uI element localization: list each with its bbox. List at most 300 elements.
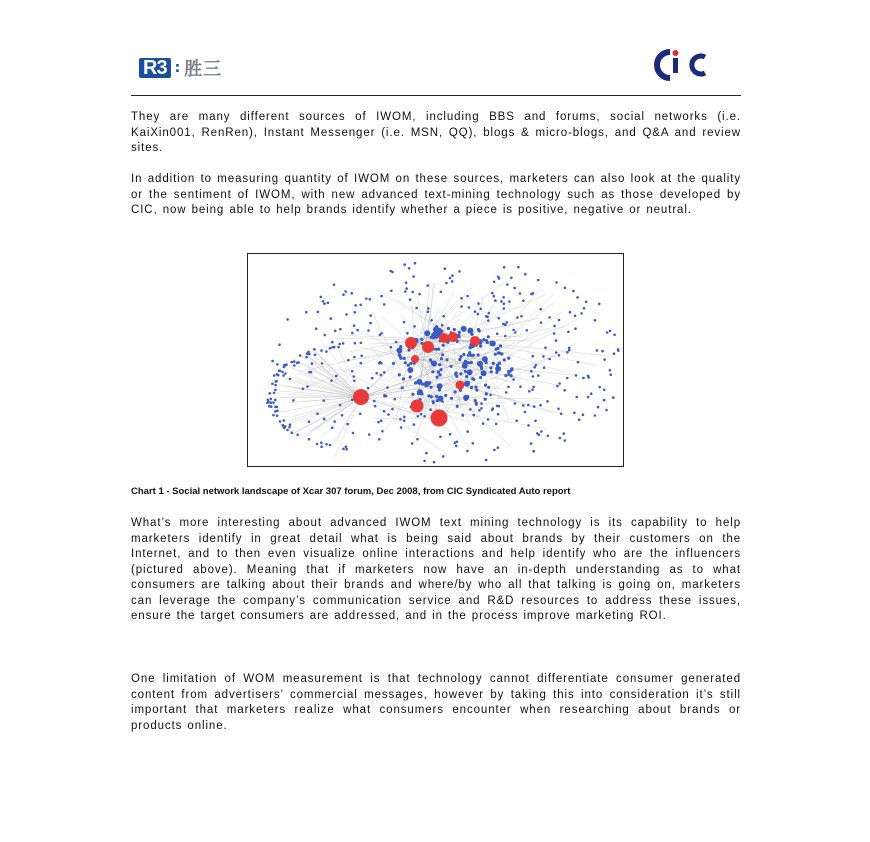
- network-node: [429, 408, 432, 411]
- network-node: [290, 361, 293, 364]
- network-node: [409, 375, 412, 378]
- network-node: [299, 354, 302, 357]
- network-node: [439, 436, 442, 439]
- network-node: [403, 416, 406, 419]
- network-node: [455, 445, 458, 448]
- network-node: [321, 362, 324, 365]
- network-node: [454, 442, 457, 445]
- network-node: [353, 375, 356, 378]
- network-node: [572, 290, 575, 293]
- network-node: [369, 322, 372, 325]
- network-node: [339, 404, 342, 407]
- network-node: [461, 414, 464, 417]
- network-node: [282, 425, 285, 428]
- network-node: [467, 328, 473, 334]
- network-node: [532, 450, 535, 453]
- network-node: [477, 353, 480, 356]
- network-node: [503, 303, 506, 306]
- network-node: [484, 384, 487, 387]
- network-node: [461, 326, 467, 332]
- network-node: [320, 296, 323, 299]
- network-node: [510, 277, 513, 280]
- network-node: [368, 433, 371, 436]
- network-node: [289, 423, 292, 426]
- network-node: [267, 399, 270, 402]
- network-node: [323, 399, 326, 402]
- network-node: [497, 351, 500, 354]
- network-node: [270, 405, 273, 408]
- network-node: [603, 399, 606, 402]
- network-node: [502, 296, 505, 299]
- network-node: [532, 292, 535, 295]
- network-node: [459, 372, 462, 375]
- network-node: [409, 362, 412, 365]
- network-node: [468, 371, 471, 374]
- network-node: [538, 434, 541, 437]
- network-node: [507, 386, 510, 389]
- network-edge: [475, 299, 496, 341]
- network-node: [380, 332, 383, 335]
- network-node: [480, 367, 483, 370]
- network-node: [342, 293, 345, 296]
- network-node: [292, 399, 295, 402]
- network-node: [564, 439, 567, 442]
- network-node: [535, 364, 538, 367]
- network-node: [274, 389, 277, 392]
- network-node: [555, 351, 558, 354]
- network-node: [504, 374, 507, 377]
- network-node: [484, 398, 487, 401]
- network-node: [472, 414, 475, 417]
- network-node: [500, 300, 503, 303]
- network-node: [335, 375, 338, 378]
- network-node: [297, 361, 300, 364]
- network-node: [480, 407, 483, 410]
- network-node: [437, 371, 440, 374]
- network-node: [466, 295, 469, 298]
- network-node: [402, 377, 405, 380]
- network-node: [546, 400, 549, 403]
- network-node: [345, 448, 348, 451]
- cic-logo: [653, 48, 711, 82]
- network-node: [458, 270, 461, 273]
- network-node: [278, 343, 281, 346]
- network-node: [435, 348, 438, 351]
- network-node: [286, 318, 289, 321]
- influencer-node: [353, 389, 369, 405]
- network-node: [331, 341, 334, 344]
- network-node: [436, 399, 439, 402]
- network-node: [306, 385, 309, 388]
- network-node: [526, 329, 529, 332]
- influencer-node: [411, 355, 419, 363]
- network-node: [437, 383, 443, 389]
- network-node: [284, 372, 287, 375]
- network-node: [468, 306, 471, 309]
- network-node: [316, 412, 319, 415]
- network-node: [383, 410, 386, 413]
- network-node: [416, 438, 419, 441]
- network-node: [342, 342, 345, 345]
- network-node: [504, 335, 507, 338]
- network-node: [606, 331, 609, 334]
- network-node: [331, 427, 334, 430]
- network-node: [305, 311, 308, 314]
- network-node: [432, 402, 435, 405]
- network-figure: [247, 253, 624, 467]
- network-node: [470, 386, 473, 389]
- network-node: [472, 354, 475, 357]
- network-node: [286, 429, 289, 432]
- network-node: [423, 415, 426, 418]
- network-node: [487, 335, 490, 338]
- network-node: [351, 398, 354, 401]
- network-node: [594, 319, 597, 322]
- network-node: [342, 448, 345, 451]
- network-node: [411, 393, 414, 396]
- network-node: [334, 330, 337, 333]
- network-node: [575, 396, 578, 399]
- network-node: [308, 438, 311, 441]
- network-node: [272, 401, 275, 404]
- network-node: [276, 363, 279, 366]
- network-node: [268, 392, 271, 395]
- network-node: [322, 300, 325, 303]
- network-node: [320, 349, 323, 352]
- network-node: [390, 346, 393, 349]
- network-node: [477, 328, 480, 331]
- network-node: [417, 392, 420, 395]
- network-node: [354, 311, 357, 314]
- network-node: [373, 400, 376, 403]
- network-node: [390, 290, 393, 293]
- influencer-node: [411, 400, 424, 413]
- network-node: [469, 408, 472, 411]
- network-node: [458, 331, 461, 334]
- network-node: [540, 430, 543, 433]
- network-node: [403, 357, 406, 360]
- network-node: [409, 298, 412, 301]
- network-node: [596, 349, 599, 352]
- network-node: [465, 375, 468, 378]
- network-node: [462, 353, 465, 356]
- network-node: [594, 414, 597, 417]
- network-node: [454, 390, 457, 393]
- network-node: [512, 378, 515, 381]
- network-node: [485, 392, 488, 395]
- network-node: [547, 435, 550, 438]
- network-node: [398, 373, 401, 376]
- paragraph-text-mining: What’s more interesting about advanced IWOM text mining technology is its capability to help marketers identify in great detail what is being said about brands by their customers on the Internet, and to then even visualize online interactions and help identify who are the influencers (pictured above). Meaning that if marketers now have an in-depth understanding as to what consumers are talking about their brands and where/by who all that talking is going on, marketers can leverage the company’s communication service and R&D resources to address these issues, ensure the target consumers are addressed, and in the process improve marketing ROI.: [131, 517, 741, 622]
- network-node: [553, 332, 556, 335]
- network-node: [359, 304, 362, 307]
- network-node: [531, 355, 534, 358]
- network-node: [487, 386, 490, 389]
- network-node: [566, 351, 569, 354]
- network-node: [514, 402, 517, 405]
- network-node: [530, 370, 533, 373]
- network-node: [474, 310, 477, 313]
- network-node: [513, 287, 516, 290]
- network-node: [438, 363, 441, 366]
- network-node: [490, 370, 493, 373]
- network-node: [458, 358, 461, 361]
- network-node: [519, 385, 522, 388]
- network-node: [331, 346, 334, 349]
- network-node: [305, 356, 308, 359]
- network-node: [353, 356, 356, 359]
- network-node: [403, 321, 406, 324]
- network-node: [274, 380, 277, 383]
- network-node: [333, 420, 336, 423]
- network-node: [567, 331, 570, 334]
- network-node: [439, 368, 442, 371]
- network-node: [489, 394, 492, 397]
- network-node: [492, 362, 495, 365]
- network-node: [495, 423, 498, 426]
- network-node: [440, 357, 443, 360]
- network-node: [603, 389, 606, 392]
- paragraph-iwom-sentiment: In addition to measuring quantity of IWOM on these sources, marketers can also look at the quality or the sentiment of IWOM, with new advanced text-mining technology such as those developed by CIC, now being able to help brands identify whether a piece is positive, negative or neutral.: [131, 173, 741, 216]
- network-node: [345, 313, 348, 316]
- network-node: [490, 341, 496, 347]
- network-node: [440, 291, 443, 294]
- network-node: [369, 314, 372, 317]
- network-edge: [278, 397, 361, 413]
- network-node: [330, 379, 333, 382]
- network-edge: [309, 351, 361, 397]
- network-node: [479, 345, 482, 348]
- network-node: [585, 301, 588, 304]
- network-node: [383, 303, 386, 306]
- network-node: [296, 434, 299, 437]
- network-node: [308, 420, 311, 423]
- network-node: [472, 378, 475, 381]
- network-node: [449, 277, 452, 280]
- network-node: [494, 353, 497, 356]
- network-node: [558, 382, 561, 385]
- network-node: [497, 317, 500, 320]
- network-node: [430, 386, 433, 389]
- network-node: [411, 442, 414, 445]
- network-node: [445, 358, 448, 361]
- network-node: [344, 290, 347, 293]
- r3-logo-mark: R3: [139, 58, 171, 78]
- network-node: [610, 373, 613, 376]
- network-node: [485, 315, 488, 318]
- network-node: [506, 283, 509, 286]
- network-node: [598, 303, 601, 306]
- network-node: [285, 363, 288, 366]
- network-node: [378, 362, 381, 365]
- network-node: [392, 362, 395, 365]
- influencer-node: [456, 381, 465, 390]
- network-node: [466, 450, 469, 453]
- network-node: [508, 300, 511, 303]
- network-node: [479, 308, 482, 311]
- network-node: [555, 339, 558, 342]
- influencer-node: [439, 333, 449, 343]
- network-node: [283, 364, 286, 367]
- network-node: [439, 398, 442, 401]
- network-node: [463, 362, 466, 365]
- network-node: [276, 414, 279, 417]
- network-node: [403, 419, 406, 422]
- network-node: [352, 432, 355, 435]
- network-node: [613, 352, 616, 355]
- network-node: [374, 405, 377, 408]
- network-node: [339, 328, 342, 331]
- network-node: [273, 392, 276, 395]
- network-node: [420, 338, 423, 341]
- network-node: [503, 266, 506, 269]
- network-node: [560, 413, 563, 416]
- network-node: [442, 455, 445, 458]
- network-node: [320, 445, 323, 448]
- network-node: [496, 332, 499, 335]
- network-node: [475, 404, 478, 407]
- network-node: [385, 395, 388, 398]
- network-node: [510, 368, 513, 371]
- network-node: [380, 374, 383, 377]
- network-node: [380, 419, 383, 422]
- network-node: [530, 442, 533, 445]
- network-node: [601, 350, 604, 353]
- network-node: [405, 282, 408, 285]
- network-node: [512, 329, 515, 332]
- network-node: [598, 386, 601, 389]
- network-node: [481, 371, 484, 374]
- network-node: [495, 366, 501, 372]
- network-node: [464, 370, 467, 373]
- network-node: [444, 394, 447, 397]
- network-node: [487, 418, 490, 421]
- network-edge: [361, 397, 442, 450]
- network-node: [474, 399, 477, 402]
- network-node: [415, 307, 418, 310]
- network-node: [574, 327, 577, 330]
- network-node: [424, 330, 430, 336]
- network-node: [395, 341, 398, 344]
- network-node: [498, 362, 501, 365]
- network-node: [279, 420, 282, 423]
- network-node: [573, 412, 576, 415]
- network-node: [497, 446, 500, 449]
- network-node: [450, 397, 453, 400]
- network-node: [442, 315, 445, 318]
- network-node: [412, 275, 415, 278]
- network-node: [360, 342, 363, 345]
- network-node: [474, 386, 477, 389]
- network-node: [482, 356, 488, 362]
- influencer-node: [405, 337, 417, 349]
- network-node: [566, 377, 569, 380]
- network-node: [524, 411, 527, 414]
- r3-logo-chinese: 胜三: [184, 59, 223, 80]
- network-node: [583, 307, 586, 310]
- network-node: [568, 349, 571, 352]
- network-node: [456, 405, 459, 408]
- network-node: [464, 398, 467, 401]
- network-node: [605, 409, 608, 412]
- network-node: [353, 324, 356, 327]
- network-node: [431, 370, 434, 373]
- paragraph-iwom-sources: They are many different sources of IWOM, including BBS and forums, social networks (i.e. KaiXin001, RenRen), Instant Messenger (i.e. MSN, QQ), blogs & micro-blogs, and Q&A and review sites.: [131, 111, 741, 154]
- network-node: [430, 336, 433, 339]
- network-node: [360, 362, 363, 365]
- network-node: [325, 443, 328, 446]
- network-node: [517, 266, 520, 269]
- network-node: [289, 378, 292, 381]
- r3-logo-separator: :: [174, 60, 181, 76]
- network-node: [314, 354, 317, 357]
- network-node: [404, 361, 407, 364]
- network-node: [580, 312, 583, 315]
- network-node: [597, 406, 600, 409]
- network-node: [391, 271, 394, 274]
- network-node: [405, 287, 408, 290]
- network-node: [540, 308, 543, 311]
- network-node: [330, 317, 333, 320]
- network-node: [400, 426, 403, 429]
- network-node: [438, 388, 441, 391]
- network-node: [609, 369, 612, 372]
- network-node: [527, 404, 530, 407]
- network-node: [353, 380, 356, 383]
- network-node: [414, 381, 417, 384]
- network-node: [378, 438, 381, 441]
- network-node: [351, 332, 354, 335]
- network-node: [507, 373, 510, 376]
- network-node: [479, 376, 482, 379]
- network-node: [351, 370, 354, 373]
- network-node: [613, 334, 616, 337]
- network-node: [590, 392, 593, 395]
- network-node: [414, 262, 417, 265]
- network-node: [563, 389, 566, 392]
- network-node: [442, 344, 445, 347]
- network-node: [324, 334, 327, 337]
- network-node: [424, 381, 430, 387]
- network-node: [459, 355, 462, 358]
- network-node: [399, 418, 402, 421]
- network-node: [320, 442, 323, 445]
- network-node: [425, 452, 428, 455]
- network-node: [548, 358, 551, 361]
- network-node: [311, 362, 314, 365]
- network-node: [270, 401, 273, 404]
- network-node: [381, 430, 384, 433]
- network-node: [371, 377, 374, 380]
- network-node: [576, 296, 579, 299]
- network-node: [341, 414, 344, 417]
- network-node: [271, 360, 274, 363]
- network-node: [451, 280, 454, 283]
- network-node: [293, 360, 296, 363]
- network-node: [489, 366, 492, 369]
- network-node: [587, 396, 590, 399]
- network-node: [514, 331, 517, 334]
- network-node: [421, 383, 424, 386]
- network-node: [365, 297, 368, 300]
- network-node: [426, 284, 429, 287]
- network-node: [273, 374, 276, 377]
- network-node: [485, 361, 488, 364]
- network-node: [430, 319, 433, 322]
- network-node: [488, 312, 491, 315]
- network-node: [477, 302, 480, 305]
- network-node: [367, 329, 370, 332]
